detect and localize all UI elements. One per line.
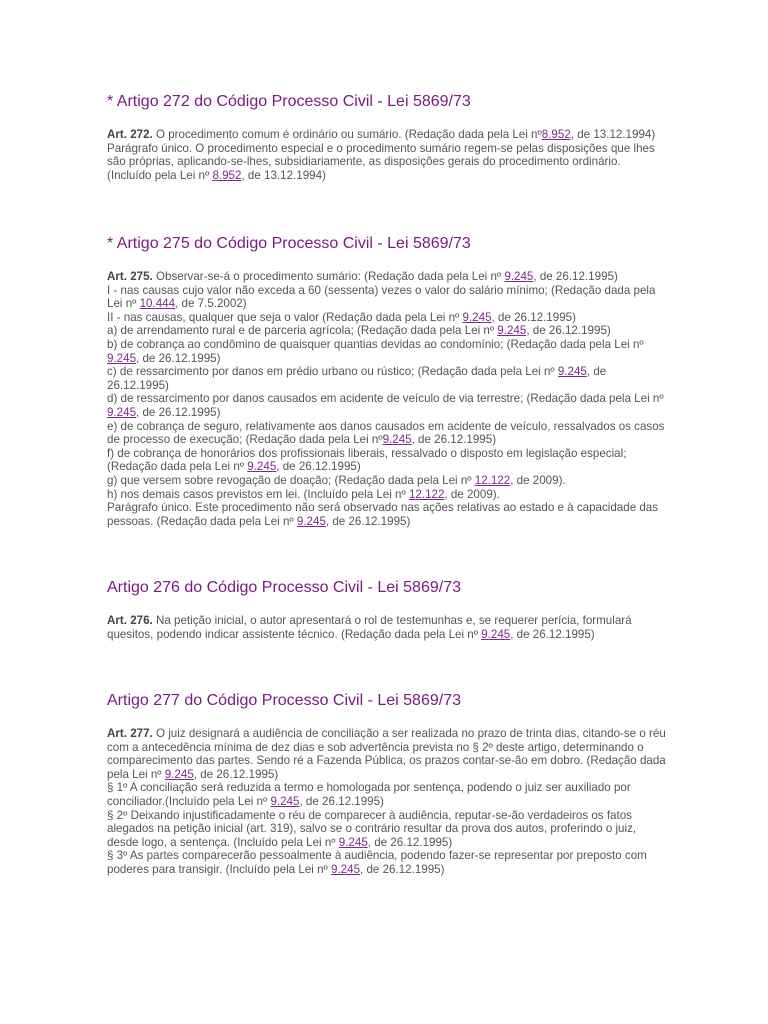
paragraph-text: , de 26.12.1995) (491, 310, 576, 324)
article-number: Art. 272. (107, 128, 153, 141)
paragraph-line (107, 284, 667, 311)
paragraph-text: Parágrafo único. O procedimento especial e o procedimento sumário regem-se pelas disposições que lhes são próprias, aplicando-se-lhes, subsidiariamente, as disposições gerais do procedimento ordinário. (Incluído pela Lei nº (107, 141, 655, 182)
paragraph-text: c) de ressarcimento por danos em prédio urbano ou rústico; (Redação dada pela Lei nº (107, 365, 558, 379)
law-link[interactable]: 9.245 (481, 627, 511, 641)
article-number: Art. 275. (107, 270, 153, 283)
paragraph-text: , de 26.12.1995) (526, 324, 611, 338)
paragraph-line (107, 501, 667, 528)
paragraph-text: , de 26.12.1995) (136, 351, 221, 365)
section-heading: Artigo 277 do Código Processo Civil - Lei 5869/73 (107, 692, 461, 709)
section-body (107, 727, 667, 877)
law-link[interactable]: 9.245 (497, 324, 527, 338)
section-heading: * Artigo 272 do Código Processo Civil - Lei 5869/73 (107, 93, 471, 110)
paragraph-line (107, 849, 667, 876)
section-artigo-275 (107, 234, 667, 528)
paragraph-line (107, 128, 667, 142)
paragraph-text: , de 26.12.1995) (136, 405, 221, 419)
paragraph-text: , de 7.5.2002) (175, 297, 247, 311)
law-link[interactable]: 8.952 (212, 168, 242, 182)
paragraph-text: , de 26.12.1995) (360, 862, 445, 876)
law-link[interactable]: 12.122 (474, 473, 511, 487)
article-number: Art. 277. (107, 727, 153, 740)
section-heading: Artigo 276 do Código Processo Civil - Lei 5869/73 (107, 579, 461, 596)
law-link[interactable]: 9.245 (331, 862, 361, 876)
paragraph-text: Na petição inicial, o autor apresentará o rol de testemunhas e, se requerer perícia, formulará quesitos, podendo indicar assistente técnico. (Redação dada pela Lei nº (107, 614, 632, 641)
paragraph-text: , de 2009). (510, 473, 566, 487)
paragraph-text: f) de cobrança de honorários dos profissionais liberais, ressalvado o disposto em legislação especial; (Redação dada pela Lei nº (107, 446, 627, 474)
paragraph-line (107, 338, 667, 365)
section-artigo-277 (107, 691, 667, 877)
paragraph-line (107, 365, 667, 392)
section-artigo-272 (107, 92, 667, 182)
paragraph-line (107, 270, 667, 284)
paragraph-line (107, 727, 667, 781)
paragraph-line (107, 324, 667, 338)
paragraph-text: , de 26.12.1995) (299, 794, 384, 808)
paragraph-text: , de 26.12.1995) (325, 514, 411, 528)
law-link[interactable]: 9.245 (296, 514, 326, 528)
law-link[interactable]: 9.245 (504, 270, 534, 283)
law-link[interactable]: 10.444 (139, 297, 176, 311)
law-link[interactable]: 9.245 (270, 794, 300, 808)
paragraph-line (107, 420, 667, 447)
paragraph-text: h) nos demais casos previstos em lei. (Incluído pela Lei nº (107, 487, 409, 501)
paragraph-text: § 1º A conciliação será reduzida a termo e homologada por sentença, podendo o juiz ser auxiliado por conciliador.(Incluído pela Lei nº (107, 781, 631, 808)
paragraph-line (107, 392, 667, 419)
law-link[interactable]: 12.122 (408, 487, 445, 501)
paragraph-text: , de 13.12.1994) (241, 168, 326, 182)
article-number: Art. 276. (107, 614, 153, 627)
paragraph-line (107, 809, 667, 850)
law-link[interactable]: 9.245 (164, 767, 194, 781)
paragraph-text: , de 26.12.1995) (367, 835, 453, 849)
paragraph-text: II - nas causas, qualquer que seja o valor (Redação dada pela Lei nº (107, 310, 463, 324)
paragraph-line (107, 488, 667, 502)
paragraph-text: b) de cobrança ao condômino de quaisquer quantias devidas ao condomínio; (Redação dada pela Lei nº (107, 337, 644, 351)
paragraph-text: , de 26.12.1995) (193, 767, 279, 781)
paragraph-text: , de 2009). (444, 487, 500, 501)
paragraph-text: d) de ressarcimento por danos causados em acidente de veículo de via terrestre; (Redação dada pela Lei nº (107, 392, 664, 406)
paragraph-line (107, 447, 667, 474)
paragraph-text: , de 26.12.1995) (107, 365, 607, 392)
paragraph-line (107, 614, 667, 641)
section-heading: * Artigo 275 do Código Processo Civil - Lei 5869/73 (107, 235, 471, 252)
paragraph-text: , de 13.12.1994) (570, 128, 656, 141)
law-link[interactable]: 9.245 (107, 351, 137, 365)
paragraph-line (107, 474, 667, 488)
paragraph-line (107, 781, 667, 808)
paragraph-text: , de 26.12.1995) (276, 460, 361, 474)
section-body (107, 128, 667, 182)
paragraph-text: , de 26.12.1995) (533, 270, 618, 283)
section-body (107, 614, 667, 641)
section-body (107, 270, 667, 528)
law-link[interactable]: 9.245 (382, 433, 412, 447)
paragraph-text: § 3º As partes comparecerão pessoalmente à audiência, podendo fazer-se representar por preposto com poderes para transigir. (Incluído pela Lei nº (107, 849, 647, 876)
section-artigo-276 (107, 578, 667, 641)
paragraph-text: , de 26.12.1995) (411, 433, 497, 447)
paragraph-text: a) de arrendamento rural e de parceria agrícola; (Redação dada pela Lei nº (107, 324, 498, 338)
paragraph-text: Observar-se-á o procedimento sumário: (Redação dada pela Lei nº (152, 270, 505, 283)
law-link[interactable]: 8.952 (541, 128, 571, 141)
paragraph-text: , de 26.12.1995) (510, 627, 595, 641)
paragraph-text: O juiz designará a audiência de conciliação a ser realizada no prazo de trinta dias, citando-se o réu com a antecedência mínima de dez dias e sob advertência prevista no § 2º deste artigo, determinando o comparecimento das partes. Sendo ré a Fazenda Pública, os prazos contar-se-ão em dobro. (Redação dada pela Lei nº (107, 727, 666, 781)
paragraph-text: § 2º Deixando injustificadamente o réu de comparecer à audiência, reputar-se-ão verdadeiros os fatos alegados na petição inicial (art. 319), salvo se o contrário resultar da prova dos autos, proferindo o juiz, desde logo, a sentença. (Incluído pela Lei nº (107, 808, 637, 849)
paragraph-text: I - nas causas cujo valor não exceda a 60 (sessenta) vezes o valor do salário mínimo; (Redação dada pela Lei nº (107, 283, 656, 311)
paragraph-text: O procedimento comum é ordinário ou sumário. (Redação dada pela Lei nº (152, 128, 542, 141)
paragraph-text: g) que versem sobre revogação de doação; (Redação dada pela Lei nº (107, 473, 475, 487)
paragraph-text: e) de cobrança de seguro, relativamente aos danos causados em acidente de veículo, ressalvados os casos de processo de execução; (Redação dada pela Lei nº (107, 419, 665, 447)
paragraph-line (107, 311, 667, 325)
law-link[interactable]: 9.245 (462, 310, 492, 324)
law-link[interactable]: 9.245 (338, 835, 368, 849)
law-link[interactable]: 9.245 (107, 405, 137, 419)
paragraph-line (107, 142, 667, 183)
law-link[interactable]: 9.245 (247, 460, 277, 474)
paragraph-text: Parágrafo único. Este procedimento não será observado nas ações relativas ao estado e à capacidade das pessoas. (Redação dada pela Lei nº (107, 501, 659, 528)
law-link[interactable]: 9.245 (557, 365, 587, 379)
